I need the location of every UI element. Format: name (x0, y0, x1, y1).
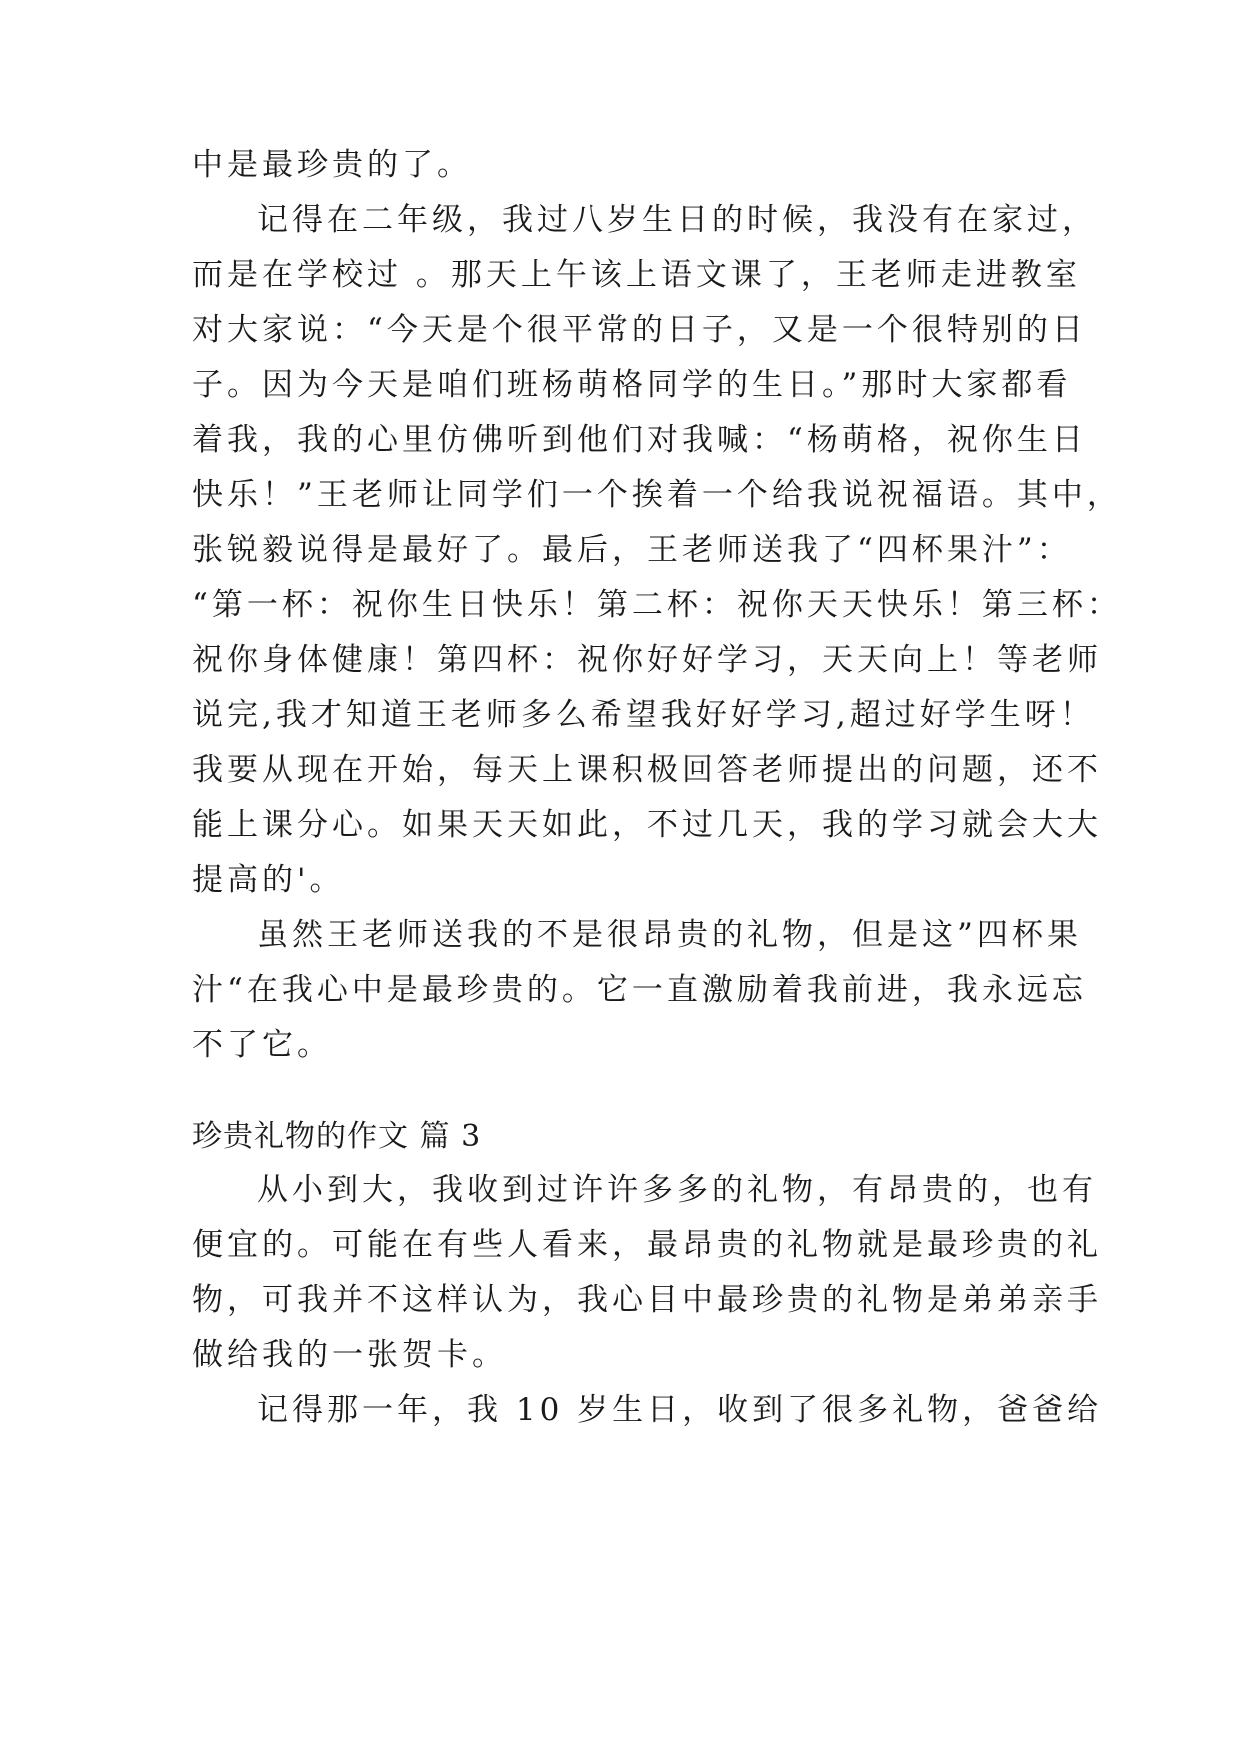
text-line: 不了它。 (192, 1027, 332, 1063)
text-line: 记得在二年级，我过八岁生日的时候，我没有在家过， (257, 202, 1097, 238)
text-line: 汁“在我心中是最珍贵的。它一直激励着我前进，我永远忘 (192, 972, 1087, 1008)
section-title: 珍贵礼物的作文 篇 3 (192, 1119, 482, 1154)
text-line: 而是在学校过 。那天上午该上语文课了，王老师走进教室 (192, 257, 1081, 293)
text-line: 物，可我并不这样认为，我心目中最珍贵的礼物是弟弟亲手 (192, 1282, 1102, 1318)
text-line: 虽然王老师送我的不是很昂贵的礼物，但是这”四杯果 (257, 917, 1082, 953)
text-line: 祝你身体健康！第四杯：祝你好好学习，天天向上！等老师 (192, 642, 1102, 678)
text-line: 对大家说：“今天是个很平常的日子，又是一个很特别的日 (192, 312, 1087, 348)
text-line: 快乐！”王老师让同学们一个挨着一个给我说祝福语。其中， (192, 477, 1122, 513)
text-line: 从小到大，我收到过许许多多的礼物，有昂贵的，也有 (257, 1172, 1097, 1208)
text-line: 提高的'。 (192, 862, 345, 898)
text-line: 子。因为今天是咱们班杨萌格同学的生日。”那时大家都看 (192, 367, 1072, 403)
text-line: 张锐毅说得是最好了。最后，王老师送我了“四杯果汁”： (192, 532, 1072, 568)
text-line: 记得那一年，我 10 岁生日，收到了很多礼物，爸爸给 (257, 1392, 1103, 1428)
text-line: 中是最珍贵的了。 (192, 147, 472, 183)
text-line: 着我，我的心里仿佛听到他们对我喊：“杨萌格，祝你生日 (192, 422, 1087, 458)
text-line: “第一杯：祝你生日快乐！第二杯：祝你天天快乐！第三杯： (192, 587, 1122, 623)
text-line: 做给我的一张贺卡。 (192, 1337, 507, 1373)
text-line: 我要从现在开始，每天上课积极回答老师提出的问题，还不 (192, 752, 1102, 788)
text-line: 能上课分心。如果天天如此，不过几天，我的学习就会大大 (192, 807, 1102, 843)
text-line: 便宜的。可能在有些人看来，最昂贵的礼物就是最珍贵的礼 (192, 1227, 1102, 1263)
text-line: 说完,我才知道王老师多么希望我好好学习,超过好学生呀！ (192, 697, 1095, 733)
